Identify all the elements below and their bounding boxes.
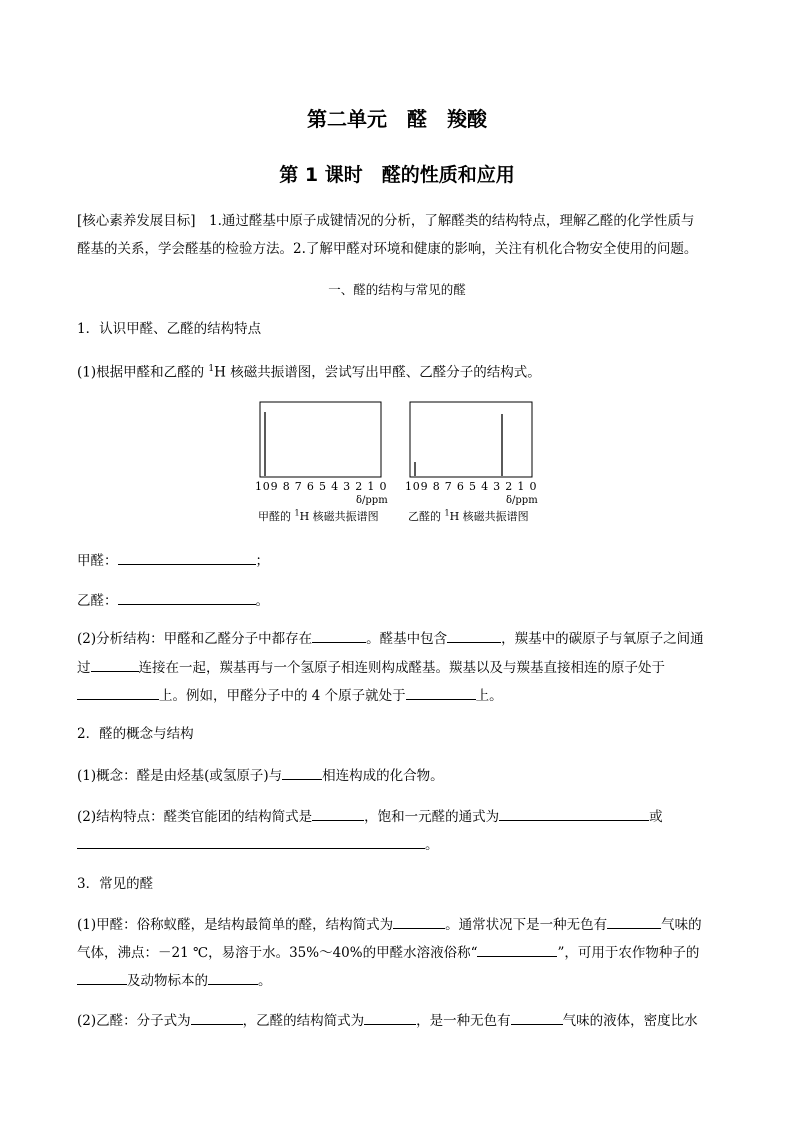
blank-q2-5[interactable] <box>406 685 476 700</box>
blank-acetaldehyde-structure[interactable] <box>118 590 256 605</box>
formaldehyde-nmr-chart <box>255 400 395 510</box>
section-title: 一、醛的结构与常见的醛 <box>328 282 466 297</box>
blank-general-formula-1[interactable] <box>499 806 649 821</box>
formaldehyde-line-3: 及动物标本的 。 <box>77 970 272 990</box>
blank-ch3cho-1[interactable] <box>191 1010 243 1025</box>
acetaldehyde-answer-line: 乙醛： 。 <box>77 590 269 610</box>
question-1: (1)根据甲醛和乙醛的 $^1$H 核磁共振谱图，尝试写出甲醛、乙醛分子的结构式。 <box>77 364 541 381</box>
formaldehyde-answer-line: 甲醛： ； <box>77 550 269 570</box>
lesson-title: 第 1 课时 醛的性质和应用 <box>279 164 515 186</box>
item-1-title: 1．认识甲醛、乙醛的结构特点 <box>77 321 262 337</box>
blank-q2-1[interactable] <box>312 628 366 643</box>
formaldehyde-line-1: (1)甲醛：俗称蚁醛，是结构最简单的醛，结构简式为 。通常状况下是一种无色有 气味的 <box>77 914 702 934</box>
blank-general-formula-2[interactable] <box>77 834 425 849</box>
blank-hcho-1[interactable] <box>393 914 445 929</box>
unit-title: 第二单元 醛 羧酸 <box>307 107 487 131</box>
blank-hcho-2[interactable] <box>607 914 661 929</box>
right-chart-caption: 乙醛的 $^1$H 核磁共振谱图 <box>408 508 529 523</box>
acetaldehyde-line-1: (2)乙醛：分子式为 ，乙醛的结构简式为 ，是一种无色有 气味的液体，密度比水 <box>77 1010 698 1030</box>
question-2-line-2: 过 连接在一起，羰基再与一个氢原子相连则构成醛基。羰基以及与羰基直接相连的原子处于 <box>77 657 665 677</box>
blank-ch3cho-2[interactable] <box>364 1010 416 1025</box>
blank-hcho-3[interactable] <box>477 942 557 957</box>
question-2-line-1: (2)分析结构：甲醛和乙醛分子中都存在 。醛基中包含 ，羰基中的碳原子与氧原子之间通 <box>77 628 704 648</box>
item-3-title: 3．常见的醛 <box>77 876 154 892</box>
axis-unit: δ/ppm <box>506 495 538 506</box>
axis-ticks: 109 8 7 6 5 4 3 2 1 0 <box>405 480 538 493</box>
blank-q2-3[interactable] <box>91 657 139 672</box>
blank-hcho-4[interactable] <box>77 970 127 985</box>
blank-q2-4[interactable] <box>77 685 159 700</box>
axis-ticks: 109 8 7 6 5 4 3 2 1 0 <box>255 480 388 493</box>
formaldehyde-line-2: 气体，沸点：－21 ℃，易溶于水。35%～40%的甲醛水溶液俗称“ ”，可用于农作物种子的 <box>77 942 699 962</box>
feature-line-2: 。 <box>77 834 439 854</box>
item-2-title: 2．醛的概念与结构 <box>77 726 194 742</box>
blank-functional-group[interactable] <box>312 806 364 821</box>
axis-unit: δ/ppm <box>356 495 388 506</box>
objectives-line-1: [核心素养发展目标] 1.通过醛基中原子成键情况的分析，了解醛类的结构特点，理解乙醛的化学性质与 <box>77 213 695 229</box>
blank-hcho-5[interactable] <box>208 970 258 985</box>
acetaldehyde-nmr-chart <box>405 400 545 510</box>
blank-ch3cho-3[interactable] <box>511 1010 563 1025</box>
question-2-line-3: 上。例如，甲醛分子中的 4 个原子就处于 上。 <box>77 685 503 705</box>
left-chart-caption: 甲醛的 $^1$H 核磁共振谱图 <box>258 508 379 523</box>
chart-frame <box>260 402 381 477</box>
chart-frame <box>410 402 532 477</box>
objectives-line-2: 醛基的关系，学会醛基的检验方法。2.了解甲醛对环境和健康的影响，关注有机化合物安全使用的问题。 <box>77 241 698 257</box>
concept-line: (1)概念：醛是由烃基(或氢原子)与 相连构成的化合物。 <box>77 765 444 785</box>
feature-line-1: (2)结构特点：醛类官能团的结构简式是 ，饱和一元醛的通式为 或 <box>77 806 663 826</box>
blank-formaldehyde-structure[interactable] <box>118 550 256 565</box>
blank-q2-2[interactable] <box>447 628 501 643</box>
blank-concept[interactable] <box>282 765 322 780</box>
